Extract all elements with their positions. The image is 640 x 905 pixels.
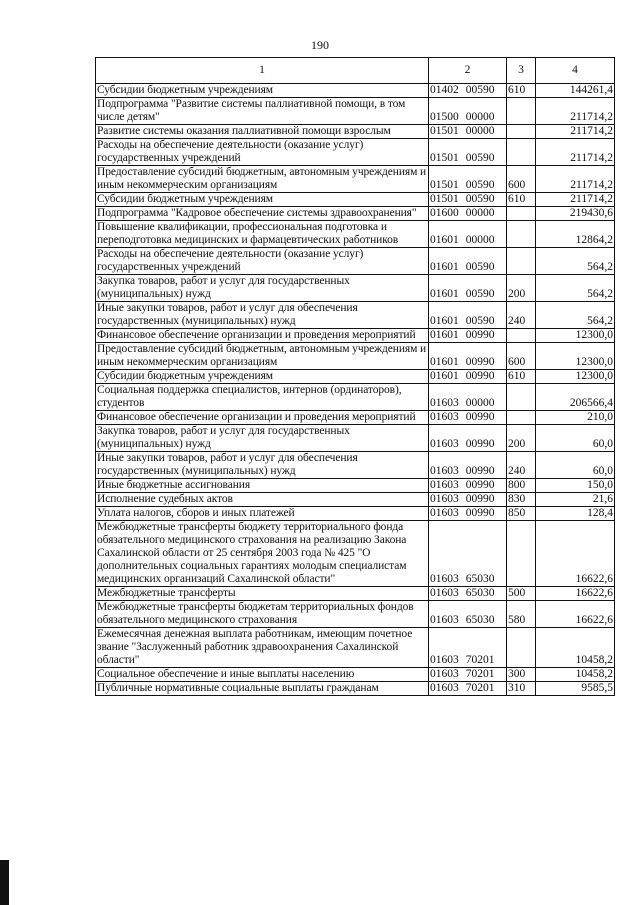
row-amount: 144261,4	[536, 84, 615, 98]
scan-edge-mark	[0, 860, 9, 905]
table-row	[96, 207, 615, 221]
row-expense-type: 600	[507, 343, 536, 370]
row-amount: 10458,2	[536, 668, 615, 682]
row-code-cell	[429, 302, 507, 329]
table-row	[96, 98, 615, 125]
table-row	[96, 682, 615, 696]
row-amount: 128,4	[536, 507, 615, 521]
row-code-cell	[429, 411, 507, 425]
row-direction-code: 65030	[465, 587, 495, 599]
row-name: Повышение квалификации, профессиональная подготовка и переподготовка медицинских и фармацевтических работников	[96, 221, 429, 248]
table-row	[96, 221, 615, 248]
row-expense-type: 850	[507, 507, 536, 521]
row-amount: 211714,2	[536, 166, 615, 193]
table-row	[96, 628, 615, 668]
row-code-cell	[429, 682, 507, 696]
row-name: Ежемесячная денежная выплата работникам, имеющим почетное звание "Заслуженный работник здравоохранения Сахалинской области"	[96, 628, 429, 668]
table-row	[96, 166, 615, 193]
row-program-code: 01601	[430, 315, 459, 327]
row-program-code: 01603	[430, 438, 459, 450]
row-program-code: 01603	[430, 465, 459, 477]
row-code-cell	[429, 329, 507, 343]
row-name: Подпрограмма "Развитие системы паллиативной помощи, в том числе детям"	[96, 98, 429, 125]
row-code-cell	[429, 207, 507, 221]
column-header-4: 4	[536, 58, 615, 84]
row-name: Развитие системы оказания паллиативной помощи взрослым	[96, 125, 429, 139]
row-direction-code: 00590	[465, 84, 495, 96]
row-amount: 211714,2	[536, 98, 615, 125]
row-program-code: 01603	[430, 397, 459, 409]
column-header-3: 3	[507, 58, 536, 84]
row-code-cell	[429, 343, 507, 370]
row-direction-code: 00990	[465, 329, 495, 341]
row-program-code: 01601	[430, 370, 459, 382]
table-row	[96, 248, 615, 275]
row-direction-code: 00590	[465, 193, 495, 205]
row-expense-type: 800	[507, 479, 536, 493]
row-amount: 210,0	[536, 411, 615, 425]
row-amount: 10458,2	[536, 628, 615, 668]
row-amount: 60,0	[536, 425, 615, 452]
row-program-code: 01603	[430, 507, 459, 519]
row-code-cell	[429, 275, 507, 302]
table-row	[96, 343, 615, 370]
column-header-1: 1	[96, 58, 429, 84]
row-code-cell	[429, 221, 507, 248]
row-expense-type: 610	[507, 193, 536, 207]
row-name: Предоставление субсидий бюджетным, автономным учреждениям и иным некоммерческим организациям	[96, 166, 429, 193]
row-program-code: 01603	[430, 493, 459, 505]
row-direction-code: 00990	[465, 507, 495, 519]
row-program-code: 01402	[430, 84, 459, 96]
column-header-2: 2	[429, 58, 507, 84]
row-expense-type: 830	[507, 493, 536, 507]
row-name: Финансовое обеспечение организации и проведения мероприятий	[96, 329, 429, 343]
row-code-cell	[429, 125, 507, 139]
row-amount: 211714,2	[536, 139, 615, 166]
table-row	[96, 668, 615, 682]
row-name: Закупка товаров, работ и услуг для государственных (муниципальных) нужд	[96, 275, 429, 302]
table-row	[96, 411, 615, 425]
table-row	[96, 507, 615, 521]
row-name: Предоставление субсидий бюджетным, автономным учреждениям и иным некоммерческим организациям	[96, 343, 429, 370]
row-code-cell	[429, 601, 507, 628]
row-program-code: 01603	[430, 479, 459, 491]
row-name: Иные бюджетные ассигнования	[96, 479, 429, 493]
row-name: Исполнение судебных актов	[96, 493, 429, 507]
row-direction-code: 00000	[465, 125, 495, 137]
row-direction-code: 65030	[465, 573, 495, 585]
row-expense-type: 500	[507, 587, 536, 601]
row-name: Иные закупки товаров, работ и услуг для обеспечения государственных (муниципальных) нужд	[96, 302, 429, 329]
row-program-code: 01603	[430, 573, 459, 585]
row-expense-type: 310	[507, 682, 536, 696]
row-expense-type	[507, 628, 536, 668]
row-program-code: 01600	[430, 207, 459, 219]
row-amount: 12300,0	[536, 329, 615, 343]
row-amount: 16622,6	[536, 521, 615, 587]
row-expense-type	[507, 98, 536, 125]
row-name: Финансовое обеспечение организации и проведения мероприятий	[96, 411, 429, 425]
row-expense-type	[507, 521, 536, 587]
row-name: Социальная поддержка специалистов, интернов (ординаторов), студентов	[96, 384, 429, 411]
row-program-code: 01601	[430, 288, 459, 300]
row-program-code: 01500	[430, 111, 459, 123]
table-body	[96, 84, 615, 696]
row-direction-code: 00590	[465, 261, 495, 273]
row-direction-code: 00000	[465, 397, 495, 409]
table-row	[96, 193, 615, 207]
row-expense-type: 240	[507, 452, 536, 479]
row-direction-code: 00590	[465, 179, 495, 191]
row-direction-code: 70201	[465, 682, 495, 694]
row-amount: 16622,6	[536, 587, 615, 601]
row-direction-code: 00590	[465, 315, 495, 327]
row-code-cell	[429, 84, 507, 98]
row-code-cell	[429, 248, 507, 275]
row-amount: 564,2	[536, 302, 615, 329]
table-row	[96, 139, 615, 166]
row-expense-type: 240	[507, 302, 536, 329]
row-code-cell	[429, 668, 507, 682]
row-name: Иные закупки товаров, работ и услуг для обеспечения государственных (муниципальных) нужд	[96, 452, 429, 479]
table-row	[96, 125, 615, 139]
row-name: Межбюджетные трансферты бюджетам территориальных фондов обязательного медицинского страхования	[96, 601, 429, 628]
row-name: Субсидии бюджетным учреждениям	[96, 193, 429, 207]
row-expense-type: 200	[507, 275, 536, 302]
row-program-code: 01601	[430, 356, 459, 368]
row-direction-code: 00000	[465, 207, 495, 219]
table-row	[96, 425, 615, 452]
row-direction-code: 00000	[465, 234, 495, 246]
row-amount: 219430,6	[536, 207, 615, 221]
row-amount: 150,0	[536, 479, 615, 493]
table-row	[96, 521, 615, 587]
row-code-cell	[429, 493, 507, 507]
budget-table	[95, 57, 615, 696]
row-amount: 211714,2	[536, 193, 615, 207]
row-expense-type: 610	[507, 84, 536, 98]
row-expense-type: 600	[507, 166, 536, 193]
row-amount: 12864,2	[536, 221, 615, 248]
table-row	[96, 479, 615, 493]
row-amount: 564,2	[536, 275, 615, 302]
row-direction-code: 00990	[465, 411, 495, 423]
row-name: Публичные нормативные социальные выплаты гражданам	[96, 682, 429, 696]
row-expense-type	[507, 384, 536, 411]
row-expense-type	[507, 207, 536, 221]
row-expense-type: 580	[507, 601, 536, 628]
row-amount: 211714,2	[536, 125, 615, 139]
row-expense-type	[507, 329, 536, 343]
row-direction-code: 00590	[465, 152, 495, 164]
row-amount: 9585,5	[536, 682, 615, 696]
row-name: Закупка товаров, работ и услуг для государственных (муниципальных) нужд	[96, 425, 429, 452]
table-row	[96, 302, 615, 329]
row-expense-type: 300	[507, 668, 536, 682]
row-program-code: 01603	[430, 682, 459, 694]
row-expense-type	[507, 125, 536, 139]
row-program-code: 01603	[430, 654, 459, 666]
row-code-cell	[429, 628, 507, 668]
row-program-code: 01603	[430, 614, 459, 626]
row-program-code: 01603	[430, 411, 459, 423]
row-code-cell	[429, 425, 507, 452]
row-program-code: 01601	[430, 329, 459, 341]
row-expense-type: 200	[507, 425, 536, 452]
row-direction-code: 00990	[465, 465, 495, 477]
row-code-cell	[429, 452, 507, 479]
row-name: Расходы на обеспечение деятельности (оказание услуг) государственных учреждений	[96, 248, 429, 275]
row-expense-type	[507, 139, 536, 166]
row-program-code: 01501	[430, 193, 459, 205]
row-expense-type	[507, 248, 536, 275]
table-row	[96, 275, 615, 302]
row-code-cell	[429, 479, 507, 493]
row-direction-code: 00990	[465, 438, 495, 450]
row-direction-code: 00590	[465, 288, 495, 300]
row-name: Уплата налогов, сборов и иных платежей	[96, 507, 429, 521]
row-program-code: 01501	[430, 152, 459, 164]
row-code-cell	[429, 98, 507, 125]
row-program-code: 01501	[430, 179, 459, 191]
row-expense-type	[507, 221, 536, 248]
page-number: 190	[311, 38, 329, 52]
row-direction-code: 70201	[465, 654, 495, 666]
row-direction-code: 65030	[465, 614, 495, 626]
row-name: Межбюджетные трансферты	[96, 587, 429, 601]
row-amount: 564,2	[536, 248, 615, 275]
row-direction-code: 00990	[465, 493, 495, 505]
table-row	[96, 601, 615, 628]
row-direction-code: 00990	[465, 479, 495, 491]
row-name: Подпрограмма "Кадровое обеспечение системы здравоохранения"	[96, 207, 429, 221]
table-header-row	[96, 58, 615, 84]
row-code-cell	[429, 507, 507, 521]
table-row	[96, 370, 615, 384]
row-direction-code: 00990	[465, 370, 495, 382]
row-code-cell	[429, 166, 507, 193]
row-expense-type: 610	[507, 370, 536, 384]
table-row	[96, 384, 615, 411]
table-row	[96, 84, 615, 98]
row-amount: 60,0	[536, 452, 615, 479]
row-program-code: 01601	[430, 261, 459, 273]
row-amount: 206566,4	[536, 384, 615, 411]
row-name: Межбюджетные трансферты бюджету территориального фонда обязательного медицинского страхования на реализацию Закона Сахалинской области от 25 сентября 2003 года № 425 "О дополнительных социальных гарантиях молодым специалистам медицинских организаций Сахалинской области"	[96, 521, 429, 587]
row-program-code: 01601	[430, 234, 459, 246]
table-row	[96, 587, 615, 601]
row-amount: 16622,6	[536, 601, 615, 628]
row-code-cell	[429, 521, 507, 587]
row-name: Социальное обеспечение и иные выплаты населению	[96, 668, 429, 682]
row-program-code: 01603	[430, 587, 459, 599]
row-direction-code: 70201	[465, 668, 495, 680]
row-direction-code: 00000	[465, 111, 495, 123]
row-code-cell	[429, 587, 507, 601]
row-name: Расходы на обеспечение деятельности (оказание услуг) государственных учреждений	[96, 139, 429, 166]
row-amount: 12300,0	[536, 343, 615, 370]
row-amount: 21,6	[536, 493, 615, 507]
row-name: Субсидии бюджетным учреждениям	[96, 370, 429, 384]
table-row	[96, 329, 615, 343]
table-row	[96, 452, 615, 479]
row-code-cell	[429, 139, 507, 166]
row-program-code: 01603	[430, 668, 459, 680]
row-expense-type	[507, 411, 536, 425]
row-direction-code: 00990	[465, 356, 495, 368]
row-amount: 12300,0	[536, 370, 615, 384]
row-code-cell	[429, 384, 507, 411]
row-code-cell	[429, 370, 507, 384]
table-row	[96, 493, 615, 507]
row-code-cell	[429, 193, 507, 207]
row-program-code: 01501	[430, 125, 459, 137]
row-name: Субсидии бюджетным учреждениям	[96, 84, 429, 98]
